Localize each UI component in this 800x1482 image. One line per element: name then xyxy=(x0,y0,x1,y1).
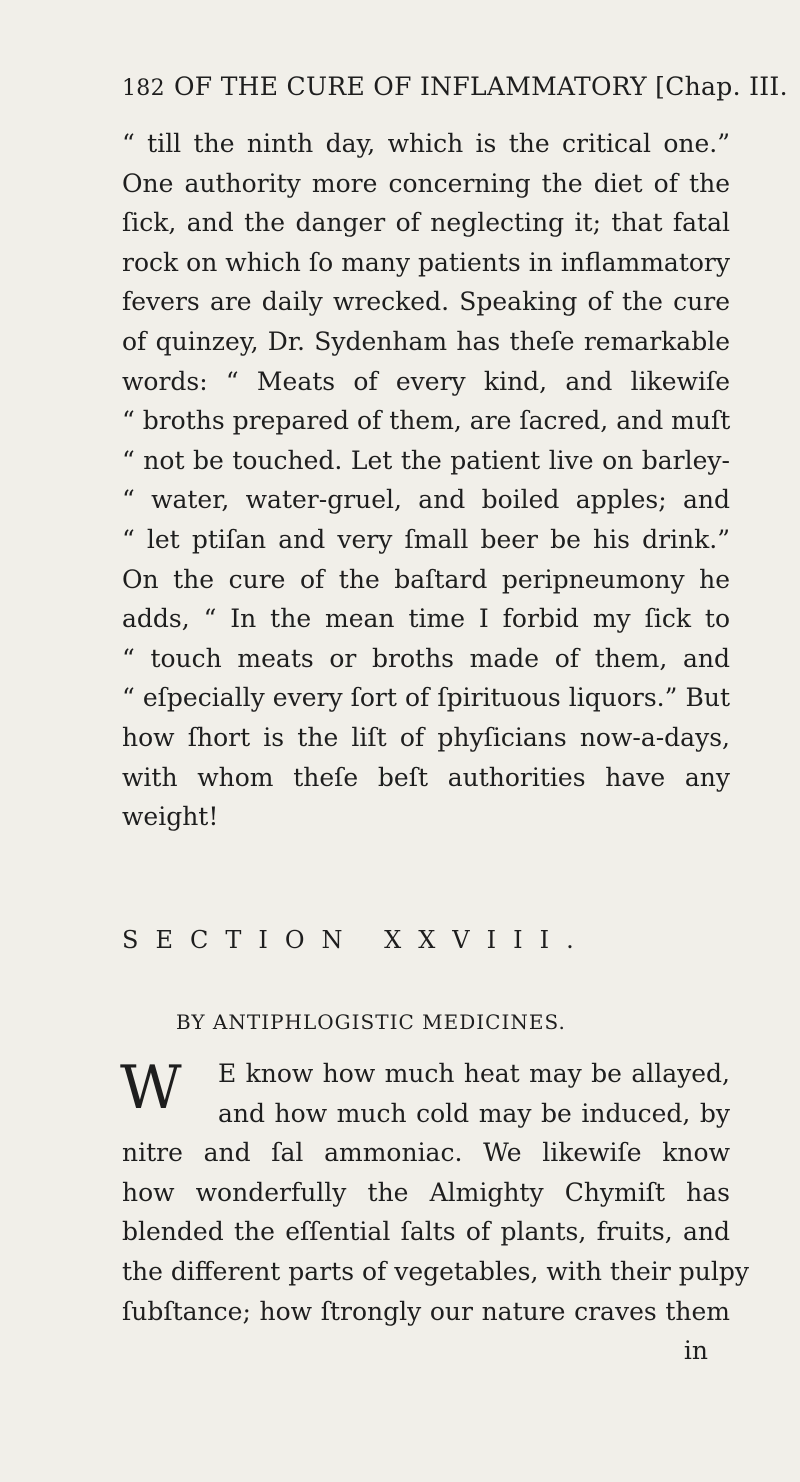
page-number: 182 xyxy=(122,76,165,101)
text-line: blended the eſſential ſalts of plants, fruits, and xyxy=(122,1217,730,1247)
text-line: “ water, water-gruel, and boiled apples; and xyxy=(122,485,730,515)
text-line: ſick, and the danger of neglecting it; that fatal xyxy=(122,208,730,238)
text-line: rock on which ſo many patients in inflammatory xyxy=(122,247,730,277)
text-line: how wonderfully the Almighty Chymiſt has xyxy=(122,1177,730,1207)
text-line: of quinzey, Dr. Sydenham has theſe remarkable xyxy=(122,326,730,356)
text-line: On the cure of the baſtard peripneumony he xyxy=(122,564,730,594)
text-line: “ let ptiſan and very ſmall beer be his drink.” xyxy=(122,524,730,554)
section-subtitle: BY ANTIPHLOGISTIC MEDICINES. xyxy=(176,1010,566,1034)
catchword: in xyxy=(683,1336,708,1366)
drop-cap: W xyxy=(120,1053,182,1123)
text-line: words: “ Meats of every kind, and likewiſe xyxy=(122,366,730,396)
text-line: E know how much heat may be allayed, xyxy=(218,1059,730,1088)
text-line: fevers are daily wrecked. Speaking of the cure xyxy=(122,287,730,317)
text-line: “ broths prepared of them, are ſacred, and muſt xyxy=(122,406,731,436)
text-line: One authority more concerning the diet of the xyxy=(122,168,730,198)
text-line: ſubſtance; how ſtrongly our nature craves them xyxy=(122,1296,730,1326)
text-line: and how much cold may be induced, by xyxy=(218,1098,730,1128)
text-line: how ſhort is the liſt of phyſicians now-a-days, xyxy=(122,722,730,752)
text-line: the different parts of vegetables, with their pulpy xyxy=(122,1256,749,1286)
text-line: “ eſpecially every ſort of ſpirituous liquors.” But xyxy=(122,683,730,713)
text-line: “ till the ninth day, which is the critical one.” xyxy=(122,129,730,158)
text-line: with whom theſe beſt authorities have any xyxy=(122,762,730,792)
text-line: nitre and ſal ammoniac. We likewiſe know xyxy=(122,1138,730,1168)
text-line: adds, “ In the mean time I forbid my ſick to xyxy=(122,604,730,634)
running-title: OF THE CURE OF INFLAMMATORY [Chap. III. xyxy=(174,72,788,101)
text-line: weight! xyxy=(122,802,219,832)
section-title: SECTION XXVIII. xyxy=(122,926,591,954)
text-line: “ not be touched. Let the patient live on barley- xyxy=(122,445,730,475)
section-paragraph xyxy=(122,1054,749,1371)
running-header xyxy=(122,72,788,101)
text-line: “ touch meats or broths made of them, and xyxy=(122,643,730,673)
body-paragraph xyxy=(122,124,730,837)
